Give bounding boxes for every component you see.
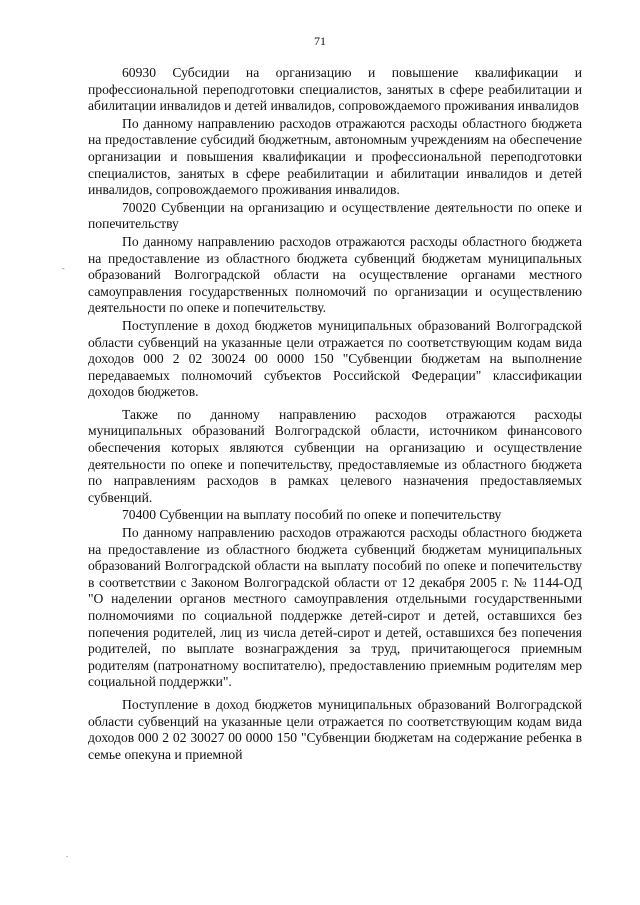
section-heading-60930: 60930 Субсидии на организацию и повышение квалификации и профессиональной переподготовки специалистов, занятых в сфере реабилитации и абилитации инвалидов и детей инвалидов, сопровождаемого проживания инвалидов bbox=[88, 65, 582, 114]
paragraph: По данному направлению расходов отражаются расходы областного бюджета на предоставление субсидий бюджетным, автономным учреждениям на обеспечение организации и повышения квалификации и профессиональной переподготовки специалистов, занятых в сфере реабилитации и абилитации инвалидов и детей инвалидов, сопровождаемого проживания инвалидов. bbox=[88, 115, 582, 198]
paragraph: Также по данному направлению расходов отражаются расходы муниципальных образований Волгоградской области, источником финансового обеспечения которых являются субвенции на организацию и осуществление деятельности по опеке и попечительству, предоставляемые из областного бюджета по направлениям расходов в рамках целевого назначения предоставляемых субвенций. bbox=[88, 406, 582, 505]
page-number: 71 bbox=[314, 34, 326, 48]
scan-speck: . bbox=[66, 850, 68, 859]
section-heading-70400: 70400 Субвенции на выплату пособий по опеке и попечительству bbox=[122, 507, 502, 523]
paragraph: Поступление в доход бюджетов муниципальных образований Волгоградской области субвенций на указанные цели отражается по соответствующим кодам вида доходов 000 2 02 30024 00 0000 150 "Субвенции бюджетам на выполнение передаваемых полномочий субъектов Российской Федерации" классификации доходов бюджетов. bbox=[88, 317, 582, 400]
paragraph: Поступление в доход бюджетов муниципальных образований Волгоградской области субвенций на указанные цели отражается по соответствующим кодам вида доходов 000 2 02 30027 00 0000 150 "Субвенции бюджетам на содержание ребенка в семье опекуна и приемной bbox=[88, 696, 582, 762]
document-body bbox=[88, 65, 582, 763]
paragraph: По данному направлению расходов отражаются расходы областного бюджета на предоставление из областного бюджета субвенций бюджетам муниципальных образований Волгоградской области на осуществление органами местного самоуправления государственных полномочий по организации и осуществлению деятельности по опеке и попечительству. bbox=[88, 233, 582, 316]
scan-speck: - bbox=[62, 264, 65, 273]
paragraph: По данному направлению расходов отражаются расходы областного бюджета на предоставление из областного бюджета субвенций бюджетам муниципальных образований Волгоградской области на выплату пособий по опеке и попечительству в соответствии с Законом Волгоградской области от 12 декабря 2005 г. № 1144-ОД "О наделении органов местного самоуправления отдельными государственными полномочиями по социальной поддержке детей-сирот и детей, оставшихся без попечения родителей, лиц из числа детей-сирот и детей, оставшихся без попечения родителей, по выплате вознаграждения за труд, причитающегося приемным родителям (патронатному воспитателю), предоставлению приемным родителям мер социальной поддержки". bbox=[88, 525, 582, 690]
section-heading-70020: 70020 Субвенции на организацию и осуществление деятельности по опеке и попечительству bbox=[88, 199, 582, 232]
